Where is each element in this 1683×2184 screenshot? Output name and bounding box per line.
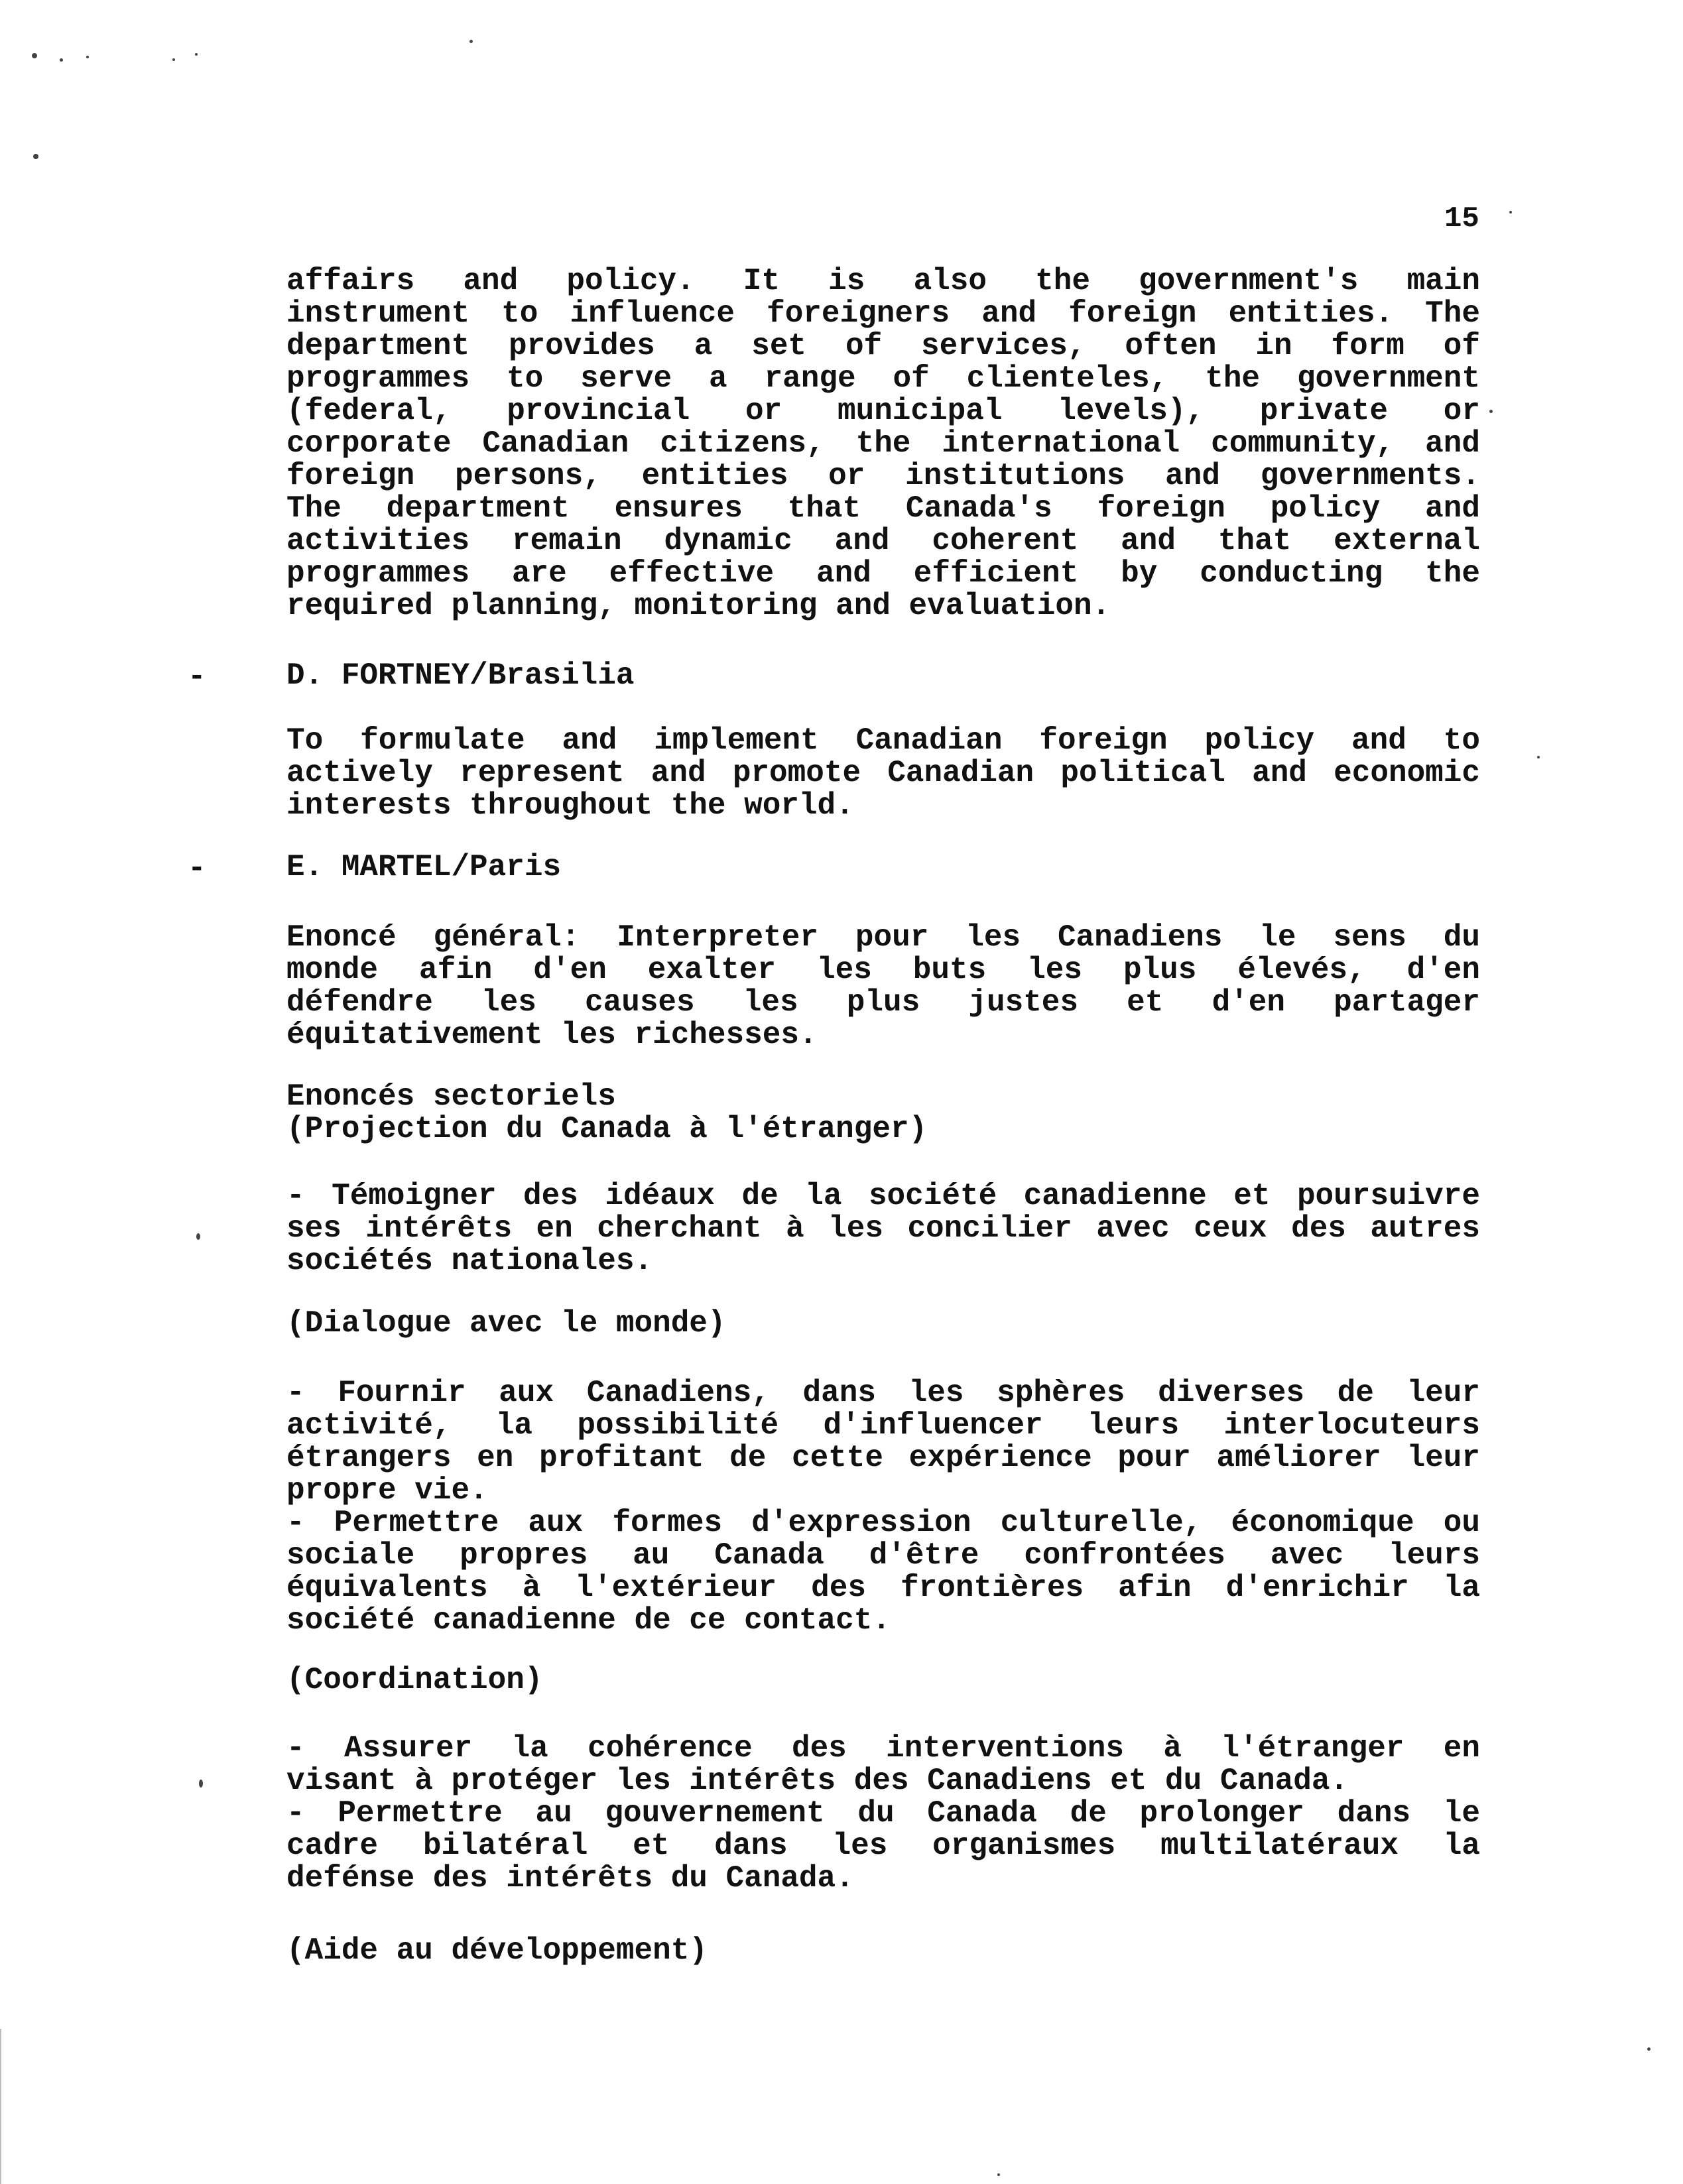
enonces-sectoriels-block <box>286 1081 1480 1146</box>
text-line: To formulate and implement Canadian foreign policy and to <box>286 723 1480 758</box>
scan-speck <box>1509 211 1512 213</box>
text-line: (federal, provincial or municipal levels), private or <box>286 394 1480 428</box>
scan-speck <box>1537 756 1540 758</box>
dialogue-paragraph <box>286 1377 1480 1637</box>
scan-speck <box>60 58 63 62</box>
text-line: activité, la possibilité d'influencer leurs interlocuteurs <box>286 1408 1480 1443</box>
text-line: propre vie. <box>286 1473 488 1508</box>
text-line: société canadienne de ce contact. <box>286 1603 891 1638</box>
subsection-title: Enoncés sectoriels <box>286 1079 616 1114</box>
text-line: sociétés nationales. <box>286 1244 653 1278</box>
scan-speck <box>33 154 38 159</box>
text-line: équitativement les richesses. <box>286 1018 818 1052</box>
scan-speck <box>196 1233 200 1240</box>
fortney-paragraph <box>286 725 1480 822</box>
text-line: - Fournir aux Canadiens, dans les sphères diverses de leur <box>286 1376 1480 1410</box>
text-line: étrangers en profitant de cette expérience pour améliorer leur <box>286 1441 1480 1475</box>
text-line: - Permettre au gouvernement du Canada de prolonger dans le <box>286 1796 1480 1831</box>
subsection-heading: (Coordination) <box>286 1663 543 1697</box>
section-heading: E. MARTEL/Paris <box>286 850 562 884</box>
scan-speck <box>469 40 473 43</box>
scan-speck <box>172 58 175 61</box>
text-line: sociale propres au Canada d'être confrontées avec leurs <box>286 1538 1480 1573</box>
text-line: programmes to serve a range of clienteles, the government <box>286 361 1480 396</box>
subsection-heading: (Projection du Canada à l'étranger) <box>286 1112 928 1146</box>
fortney-heading <box>286 660 1480 692</box>
text-line: department provides a set of services, often in form of <box>286 329 1480 363</box>
text-line: instrument to influence foreigners and foreign entities. The <box>286 296 1480 331</box>
coordination-paragraph <box>286 1732 1480 1895</box>
scan-speck <box>997 2173 1000 2176</box>
text-line: corporate Canadian citizens, the international community, and <box>286 426 1480 461</box>
text-line: defénse des intérêts du Canada. <box>286 1861 854 1896</box>
text-line: - Témoigner des idéaux de la société canadienne et poursuivre <box>286 1179 1480 1213</box>
text-line: affairs and policy. It is also the government's main <box>286 264 1480 298</box>
scan-speck <box>199 1780 203 1788</box>
text-line: défendre les causes les plus justes et d'en partager <box>286 985 1480 1020</box>
enonce-general-paragraph <box>286 922 1480 1052</box>
projection-paragraph <box>286 1180 1480 1278</box>
dialogue-heading-block <box>286 1307 1480 1340</box>
coordination-heading-block <box>286 1664 1480 1697</box>
subsection-heading: (Aide au développement) <box>286 1933 708 1968</box>
scan-speck <box>1647 2047 1651 2051</box>
scan-edge <box>0 2029 1 2184</box>
text-line: cadre bilatéral et dans les organismes multilatéraux la <box>286 1829 1480 1863</box>
text-line: - Assurer la cohérence des interventions à l'étranger en <box>286 1731 1480 1766</box>
text-line: équivalents à l'extérieur des frontières afin d'enrichir la <box>286 1571 1480 1605</box>
text-line: Enoncé général: Interpreter pour les Canadiens le sens du <box>286 920 1480 955</box>
text-line: - Permettre aux formes d'expression culturelle, économique ou <box>286 1506 1480 1540</box>
text-line: interests throughout the world. <box>286 788 854 823</box>
page-number: 15 <box>1444 202 1479 235</box>
text-line: activities remain dynamic and coherent and that external <box>286 524 1480 558</box>
text-line: The department ensures that Canada's foreign policy and <box>286 491 1480 526</box>
section-heading: D. FORTNEY/Brasilia <box>286 658 635 693</box>
scan-speck <box>195 53 198 56</box>
subsection-heading: (Dialogue avec le monde) <box>286 1306 726 1341</box>
list-dash: - <box>188 851 206 886</box>
scan-speck <box>32 53 37 58</box>
scan-speck <box>86 56 89 58</box>
text-line: required planning, monitoring and evaluation. <box>286 589 1111 623</box>
aide-heading-block <box>286 1935 1480 1967</box>
list-dash: - <box>188 660 206 694</box>
text-line: actively represent and promote Canadian political and economic <box>286 756 1480 790</box>
text-line: programmes are effective and efficient by conducting the <box>286 556 1480 591</box>
text-line: ses intérêts en cherchant à les concilier avec ceux des autres <box>286 1211 1480 1246</box>
martel-heading <box>286 851 1480 884</box>
text-line: visant à protéger les intérêts des Canadiens et du Canada. <box>286 1764 1349 1798</box>
text-line: foreign persons, entities or institutions and governments. <box>286 459 1480 493</box>
text-line: monde afin d'en exalter les buts les plus élevés, d'en <box>286 953 1480 987</box>
intro-paragraph <box>286 265 1480 623</box>
scan-speck <box>1489 410 1493 413</box>
